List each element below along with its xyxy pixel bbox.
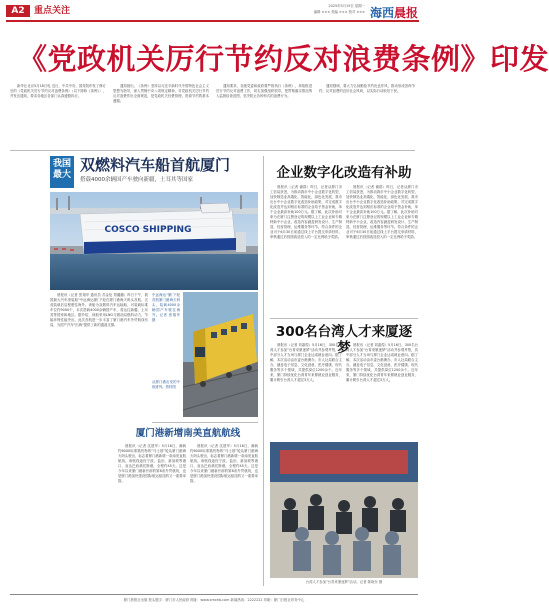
talent-photo: [270, 442, 418, 578]
conference-illustration: [270, 442, 418, 578]
newspaper-logo: [370, 2, 420, 19]
footer-rule: [10, 594, 418, 595]
logo-text-a: 海西: [370, 6, 395, 20]
talent-photo-caption: 台湾人才参加"台青来厦逐梦"活动。记者 陈晓东 摄: [305, 580, 383, 584]
ship-photo-illustration: [50, 192, 258, 290]
editor-line: 编辑 ××× 美编 ××× 校对 ×××: [313, 10, 365, 14]
route-story-col-1: 晨报讯（记者 沈建华）5月16日，满载约6000标准箱货物的"马士基"轮从厦门港海天码头驶出，标志着厦门港新增一条南美直航航线。该航线途经宁波、盐田、新加坡等港口，直达巴西桑托斯港，全程约45天。这是今年以来厦门港新开辟的第8条外贸航线，也是厦门港加快建设国际航运枢纽的又一重要举措。: [118, 444, 186, 484]
story3-rule: [270, 318, 418, 319]
story2-rule: [152, 422, 258, 423]
section-title: 重点关注: [34, 6, 71, 16]
ship-hull-name: COSCO SHIPPING: [104, 225, 192, 235]
talent-story-col-1: 晨报讯（记者 刘嘉煌）5月16日，300名台湾人才参加"台青来厦逐梦"活动并参观考察，其中部分人才当场与厦门企业达成就业意向。据了解，本次活动由市委台港澳办、市人社局联合主办，涵盖电子信息、文化创意、医疗健康、现代服务等多个领域，共提供岗位1200余个。近年来，厦门持续优化台湾青年来厦就业创业服务，累计吸引台湾人才超过3万人。: [270, 343, 342, 383]
ship-photo-caption: 中远海运"厦门"轮首航厦门港海天码头，装载4000余辆国产车驶往海外。记者 张翔华 摄: [152, 293, 180, 323]
subsidy-story-col-1: 晨报讯（记者 谢群）昨日，记者从厦门市工信局获悉，为推动我市中小企业数字化转型，加快制造业高端化、智能化、绿色化发展，我市出台中小企业数字化改造补助政策，对完成数字化改造并达到相应标准的企业给予资金补助，单个企业最高补助100万元。据了解，此次补助对象为在厦门注册登记的规模以上工业企业和专精特新中小企业，改造内容涵盖研发设计、生产制造、经营管理、运维服务等环节。符合条件的企业可于6月30日前通过线上平台提交申请材料，审核通过后按照改造投入的一定比例给予奖励。: [270, 185, 342, 240]
train-photo: [183, 292, 258, 417]
page-header: [0, 0, 425, 22]
lead-col-1: 新华社北京5月18日电 近日，中共中央、国务院印发了修订后的《党政机关厉行节约反对浪费条例》（以下简称《条例》），并发出通知，要求各地区各部门认真遵照执行。: [10, 84, 106, 99]
ship-story-subhead: 搭载4000余辆国产车驶向新疆，土耳其等国家: [80, 177, 193, 183]
lead-divider: [10, 150, 415, 151]
header-rule: [6, 20, 419, 22]
date-line: 2025年5月19日 星期一: [328, 4, 365, 8]
talent-story-title: 300名台湾人才来厦逐梦: [275, 324, 413, 356]
column-divider: [263, 156, 264, 586]
lead-col-3: 通知要求，各级党委和政府要严格执行《条例》，持续推进厉行节约反对浪费工作，切实加强组织领导，把贯彻落实情况纳入监督检查范围，坚决防止各种形式的浪费行为。: [216, 84, 312, 99]
lead-col-2: 通知指出，《条例》坚持以习近平新时代中国特色社会主义思想为指导，深入贯彻中央八项规定精神，对党政机关厉行节约反对浪费作出全面规范，是党政机关经费管理、资源节约的基本遵循。: [113, 84, 209, 104]
footer-text: 厦门晨报社出版 报头题字：厦门市人民政府 网址：www.xmxhb.com 新闻热线：2222222 印刷：厦门日报社印务中心: [123, 598, 305, 602]
train-illustration: [183, 292, 258, 417]
subsidy-story-title: 企业数字化改造有补助: [276, 165, 412, 181]
story-tag: 我国最大: [50, 156, 74, 188]
ship-story-title: 双燃料汽车船首航厦门: [80, 156, 231, 174]
page-number-badge: A2: [6, 5, 30, 17]
subsidy-story-col-2: 晨报讯（记者 谢群）昨日，记者从厦门市工信局获悉，为推动我市中小企业数字化转型，加快制造业高端化、智能化、绿色化发展，我市出台中小企业数字化改造补助政策，对完成数字化改造并达到相应标准的企业给予资金补助，单个企业最高补助100万元。据了解，此次补助对象为在厦门注册登记的规模以上工业企业和专精特新中小企业，改造内容涵盖研发设计、生产制造、经营管理、运维服务等环节。符合条件的企业可于6月30日前通过线上平台提交申请材料，审核通过后按照改造投入的一定比例给予奖励。: [346, 185, 418, 240]
route-story-col-2: 晨报讯（记者 沈建华）5月16日，满载约6000标准箱货物的"马士基"轮从厦门港海天码头驶出，标志着厦门港新增一条南美直航航线。该航线途经宁波、盐田、新加坡等港口，直达巴西桑托斯港，全程约45天。这是今年以来厦门港新开辟的第8条外贸航线，也是厦门港加快建设国际航运枢纽的又一重要举措。: [190, 444, 258, 484]
talent-story-col-2: 晨报讯（记者 刘嘉煌）5月16日，300名台湾人才参加"台青来厦逐梦"活动并参观考察，其中部分人才当场与厦门企业达成就业意向。据了解，本次活动由市委台港澳办、市人社局联合主办，涵盖电子信息、文化创意、医疗健康、现代服务等多个领域，共提供岗位1200余个。近年来，厦门持续优化台湾青年来厦就业创业服务，累计吸引台湾人才超过3万人。: [346, 343, 418, 383]
train-photo-caption: 从厦门港出发的中欧班列。资料图: [152, 380, 180, 390]
ship-photo: [50, 192, 258, 290]
route-story-title: 厦门港新增南美直航航线: [135, 428, 241, 439]
lead-col-4: 通知强调，要大力弘扬勤俭节约优良作风，推动形成崇尚节约、反对浪费的良好社会风尚，以实际行动取信于民。: [319, 84, 415, 94]
main-headline: 《党政机关厉行节约反对浪费条例》印发: [18, 42, 549, 76]
ship-story-body: 晨报讯（记者 张翔华 通讯员 苏金伦 郑璐璐）昨日下午，我国最大汽车滚装船"中远海运厦门"轮在厦门港海天码头首航，完成装载后启程驶往海外。该船为双燃料汽车运输船，可装载标准车位约9000个，本次搭载4000余辆国产车，将运往新疆、土耳其等国家和地区。据介绍，该船采用LNG与燃油双燃料动力，节能环保性能突出。此次首航进一步丰富了厦门港汽车外贸航线布局，为国产汽车"出海"提供了新的通道支撑。: [50, 293, 148, 328]
logo-text-b: 晨报: [394, 6, 419, 20]
